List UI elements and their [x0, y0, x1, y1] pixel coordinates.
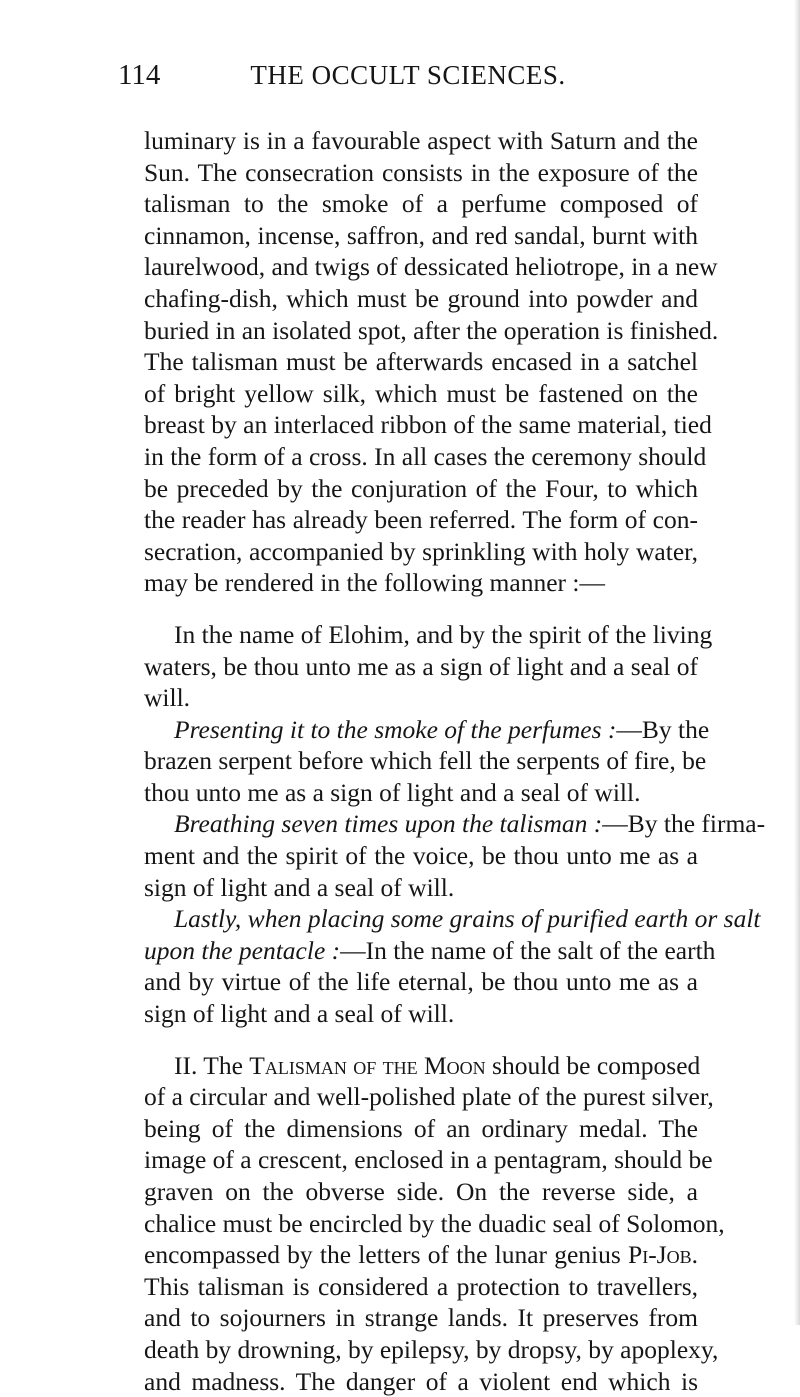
text-line: In the name of Elohim, and by the spirit of the living: [174, 619, 713, 649]
text-line: laurelwood, and twigs of dessicated heliotrope, in a new: [144, 252, 718, 282]
text-line: chafing-dish, which must be ground into powder and: [144, 283, 698, 313]
page-header: [118, 55, 698, 95]
text-line: brazen serpent before which fell the serpents of fire, be: [144, 746, 707, 776]
text-line: cinnamon, incense, saffron, and red sandal, burnt with: [144, 220, 698, 250]
text-line: [144, 808, 766, 840]
text-line: The talisman must be afterwards encased in a satchel: [144, 347, 698, 377]
text-line: the reader has already been referred. The form of con-: [144, 505, 698, 535]
text-run: —By the: [616, 714, 710, 744]
section-numeral: II. The: [174, 1050, 243, 1080]
italic-rubric: Lastly, when placing some grains of purified earth or salt: [174, 904, 761, 934]
italic-rubric: Presenting it to the smoke of the perfumes :: [174, 714, 617, 744]
paragraph-4: [144, 808, 766, 903]
text-line: being of the dimensions of an ordinary medal. The: [144, 1113, 698, 1143]
text-line: of bright yellow silk, which must be fastened on the: [144, 378, 698, 408]
text-line: and to sojourners in strange lands. It preserves from: [144, 1303, 698, 1333]
paragraph-3: [144, 714, 710, 809]
text-line: waters, be thou unto me as a sign of light and a seal of: [144, 651, 698, 681]
running-head: THE OCCULT SCIENCES.: [250, 60, 566, 90]
text-line: [144, 903, 761, 935]
text-run: should be composed: [492, 1050, 701, 1080]
text-line: [144, 1239, 698, 1271]
italic-rubric: Breathing seven times upon the talisman :: [174, 809, 603, 839]
text-run: —By the firma-: [602, 809, 766, 839]
text-line: [144, 935, 716, 967]
paragraph-2: [144, 619, 713, 714]
text-line: breast by an interlaced ribbon of the same material, tied: [144, 410, 712, 440]
paragraph-6: [144, 1050, 725, 1397]
text-line: and by virtue of the life eternal, be thou unto me as a: [144, 967, 698, 997]
text-line: graven on the obverse side. On the reverse side, a: [144, 1177, 698, 1206]
text-line: be preceded by the conjuration of the Four, to which: [144, 473, 698, 503]
paragraph-5: [144, 903, 761, 1029]
text-line: ment and the spirit of the voice, be thou unto me as a: [144, 841, 698, 871]
text-line: will.: [144, 683, 191, 713]
text-line: may be rendered in the following manner :—: [144, 568, 605, 598]
genius-name: Pi-Job.: [628, 1240, 698, 1270]
text-line: [144, 714, 710, 746]
text-line: [144, 1050, 701, 1082]
text-line: luminary is in a favourable aspect with Saturn and the: [144, 126, 698, 155]
italic-rubric: upon the pentacle :: [144, 935, 341, 965]
text-line: death by drowning, by epilepsy, by dropsy, by apoplexy,: [144, 1334, 719, 1364]
text-line: secration, accompanied by sprinkling with holy water,: [144, 536, 698, 566]
paragraph-1: [144, 125, 719, 599]
text-line: of a circular and well-polished plate of the purest silver,: [144, 1082, 714, 1112]
text-line: talisman to the smoke of a perfume composed of: [144, 189, 698, 219]
text-line: chalice must be encircled by the duadic seal of Solomon,: [144, 1208, 725, 1238]
section-heading: Talisman of the Moon: [249, 1050, 486, 1080]
text-run: encompassed by the letters of the lunar genius: [144, 1240, 621, 1270]
text-line: sign of light and a seal of will.: [144, 999, 455, 1029]
text-line: Sun. The consecration consists in the exposure of the: [144, 157, 698, 187]
text-line: in the form of a cross. In all cases the ceremony should: [144, 441, 707, 471]
text-line: image of a crescent, enclosed in a pentagram, should be: [144, 1145, 713, 1175]
page-edge-shadow: [794, 0, 800, 1325]
text-line: This talisman is considered a protection to travellers,: [144, 1271, 698, 1301]
body-text: [144, 125, 766, 1397]
text-line: and madness. The danger of a violent end which is: [144, 1366, 698, 1396]
text-line: sign of light and a seal of will.: [144, 872, 455, 902]
text-line: buried in an isolated spot, after the operation is finished.: [144, 315, 719, 345]
text-line: thou unto me as a sign of light and a seal of will.: [144, 777, 641, 807]
text-run: —In the name of the salt of the earth: [340, 935, 716, 965]
page-number: 114: [118, 59, 161, 91]
